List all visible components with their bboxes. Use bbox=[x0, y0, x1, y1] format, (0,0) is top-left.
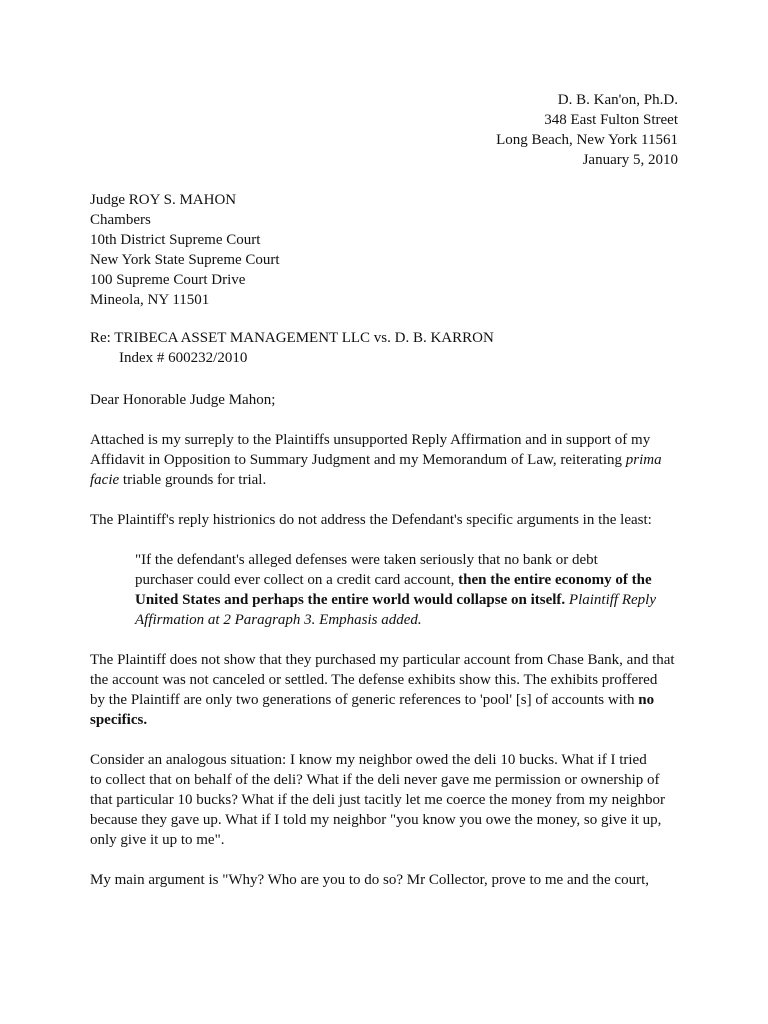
italic-text: Affirmation at 2 Paragraph 3. Emphasis added. bbox=[135, 612, 422, 628]
text-run: Affidavit in Opposition to Summary Judgment and my Memorandum of Law, reiterating bbox=[90, 452, 626, 468]
recipient-line: Mineola, NY 11501 bbox=[90, 292, 210, 308]
recipient-address-block bbox=[90, 190, 280, 310]
quote-line bbox=[135, 590, 675, 610]
salutation: Dear Honorable Judge Mahon; bbox=[90, 392, 276, 408]
sender-address-block bbox=[496, 90, 678, 170]
bold-text: United States and perhaps the entire world would collapse on itself. bbox=[135, 592, 566, 608]
paragraph-line: only give it up to me". bbox=[90, 832, 225, 848]
paragraph-1 bbox=[90, 430, 690, 490]
quote-line bbox=[135, 610, 675, 630]
bold-text: no bbox=[638, 692, 655, 708]
letter-date: January 5, 2010 bbox=[582, 152, 678, 168]
bold-text: specifics. bbox=[90, 712, 148, 728]
paragraph-line bbox=[90, 450, 690, 470]
italic-text: prima bbox=[625, 452, 662, 468]
text-run: triable grounds for trial. bbox=[119, 472, 267, 488]
paragraph-line: because they gave up. What if I told my neighbor "you know you owe the money, so give it up, bbox=[90, 812, 662, 828]
paragraph-4 bbox=[90, 750, 690, 850]
paragraph-line bbox=[90, 690, 690, 710]
paragraph-line: to collect that on behalf of the deli? What if the deli never gave me permission or ownership of bbox=[90, 772, 660, 788]
paragraph-line bbox=[90, 710, 690, 730]
recipient-line: 100 Supreme Court Drive bbox=[90, 272, 246, 288]
paragraph-3 bbox=[90, 650, 690, 730]
paragraph-2: The Plaintiff's reply histrionics do not address the Defendant's specific arguments in the least: bbox=[90, 512, 652, 528]
quote-line bbox=[135, 570, 675, 590]
text-run: purchaser could ever collect on a credit card account, bbox=[135, 572, 459, 588]
bold-text: then the entire economy of the bbox=[458, 572, 652, 588]
sender-name: D. B. Kan'on, Ph.D. bbox=[557, 92, 678, 108]
recipient-line: Chambers bbox=[90, 212, 151, 228]
italic-text: facie bbox=[90, 472, 120, 488]
text-run: by the Plaintiff are only two generations of generic references to 'pool' [s] of accounts with bbox=[90, 692, 639, 708]
paragraph-line: that particular 10 bucks? What if the deli just tacitly let me coerce the money from my neighbor bbox=[90, 792, 665, 808]
paragraph-line: the account was not canceled or settled. The defense exhibits show this. The exhibits proffered bbox=[90, 672, 658, 688]
block-quote bbox=[135, 550, 675, 630]
sender-street: 348 East Fulton Street bbox=[544, 112, 678, 128]
paragraph-line: Attached is my surreply to the Plaintiffs unsupported Reply Affirmation and in support of my bbox=[90, 432, 651, 448]
sender-city: Long Beach, New York 11561 bbox=[496, 132, 678, 148]
re-line: Re: TRIBECA ASSET MANAGEMENT LLC vs. D. B. KARRON bbox=[90, 330, 494, 346]
recipient-line: New York State Supreme Court bbox=[90, 252, 280, 268]
paragraph-line: Consider an analogous situation: I know my neighbor owed the deli 10 bucks. What if I tried bbox=[90, 752, 647, 768]
recipient-name: Judge ROY S. MAHON bbox=[90, 192, 237, 208]
recipient-line: 10th District Supreme Court bbox=[90, 232, 261, 248]
paragraph-line: The Plaintiff does not show that they purchased my particular account from Chase Bank, and that bbox=[90, 652, 675, 668]
italic-text: Plaintiff Reply bbox=[565, 592, 656, 608]
index-number: Index # 600232/2010 bbox=[119, 350, 248, 366]
paragraph-line bbox=[90, 470, 690, 490]
reference-block bbox=[90, 328, 690, 368]
quote-line: "If the defendant's alleged defenses were taken seriously that no bank or debt bbox=[135, 552, 598, 568]
paragraph-5: My main argument is "Why? Who are you to do so? Mr Collector, prove to me and the court, bbox=[90, 872, 650, 888]
